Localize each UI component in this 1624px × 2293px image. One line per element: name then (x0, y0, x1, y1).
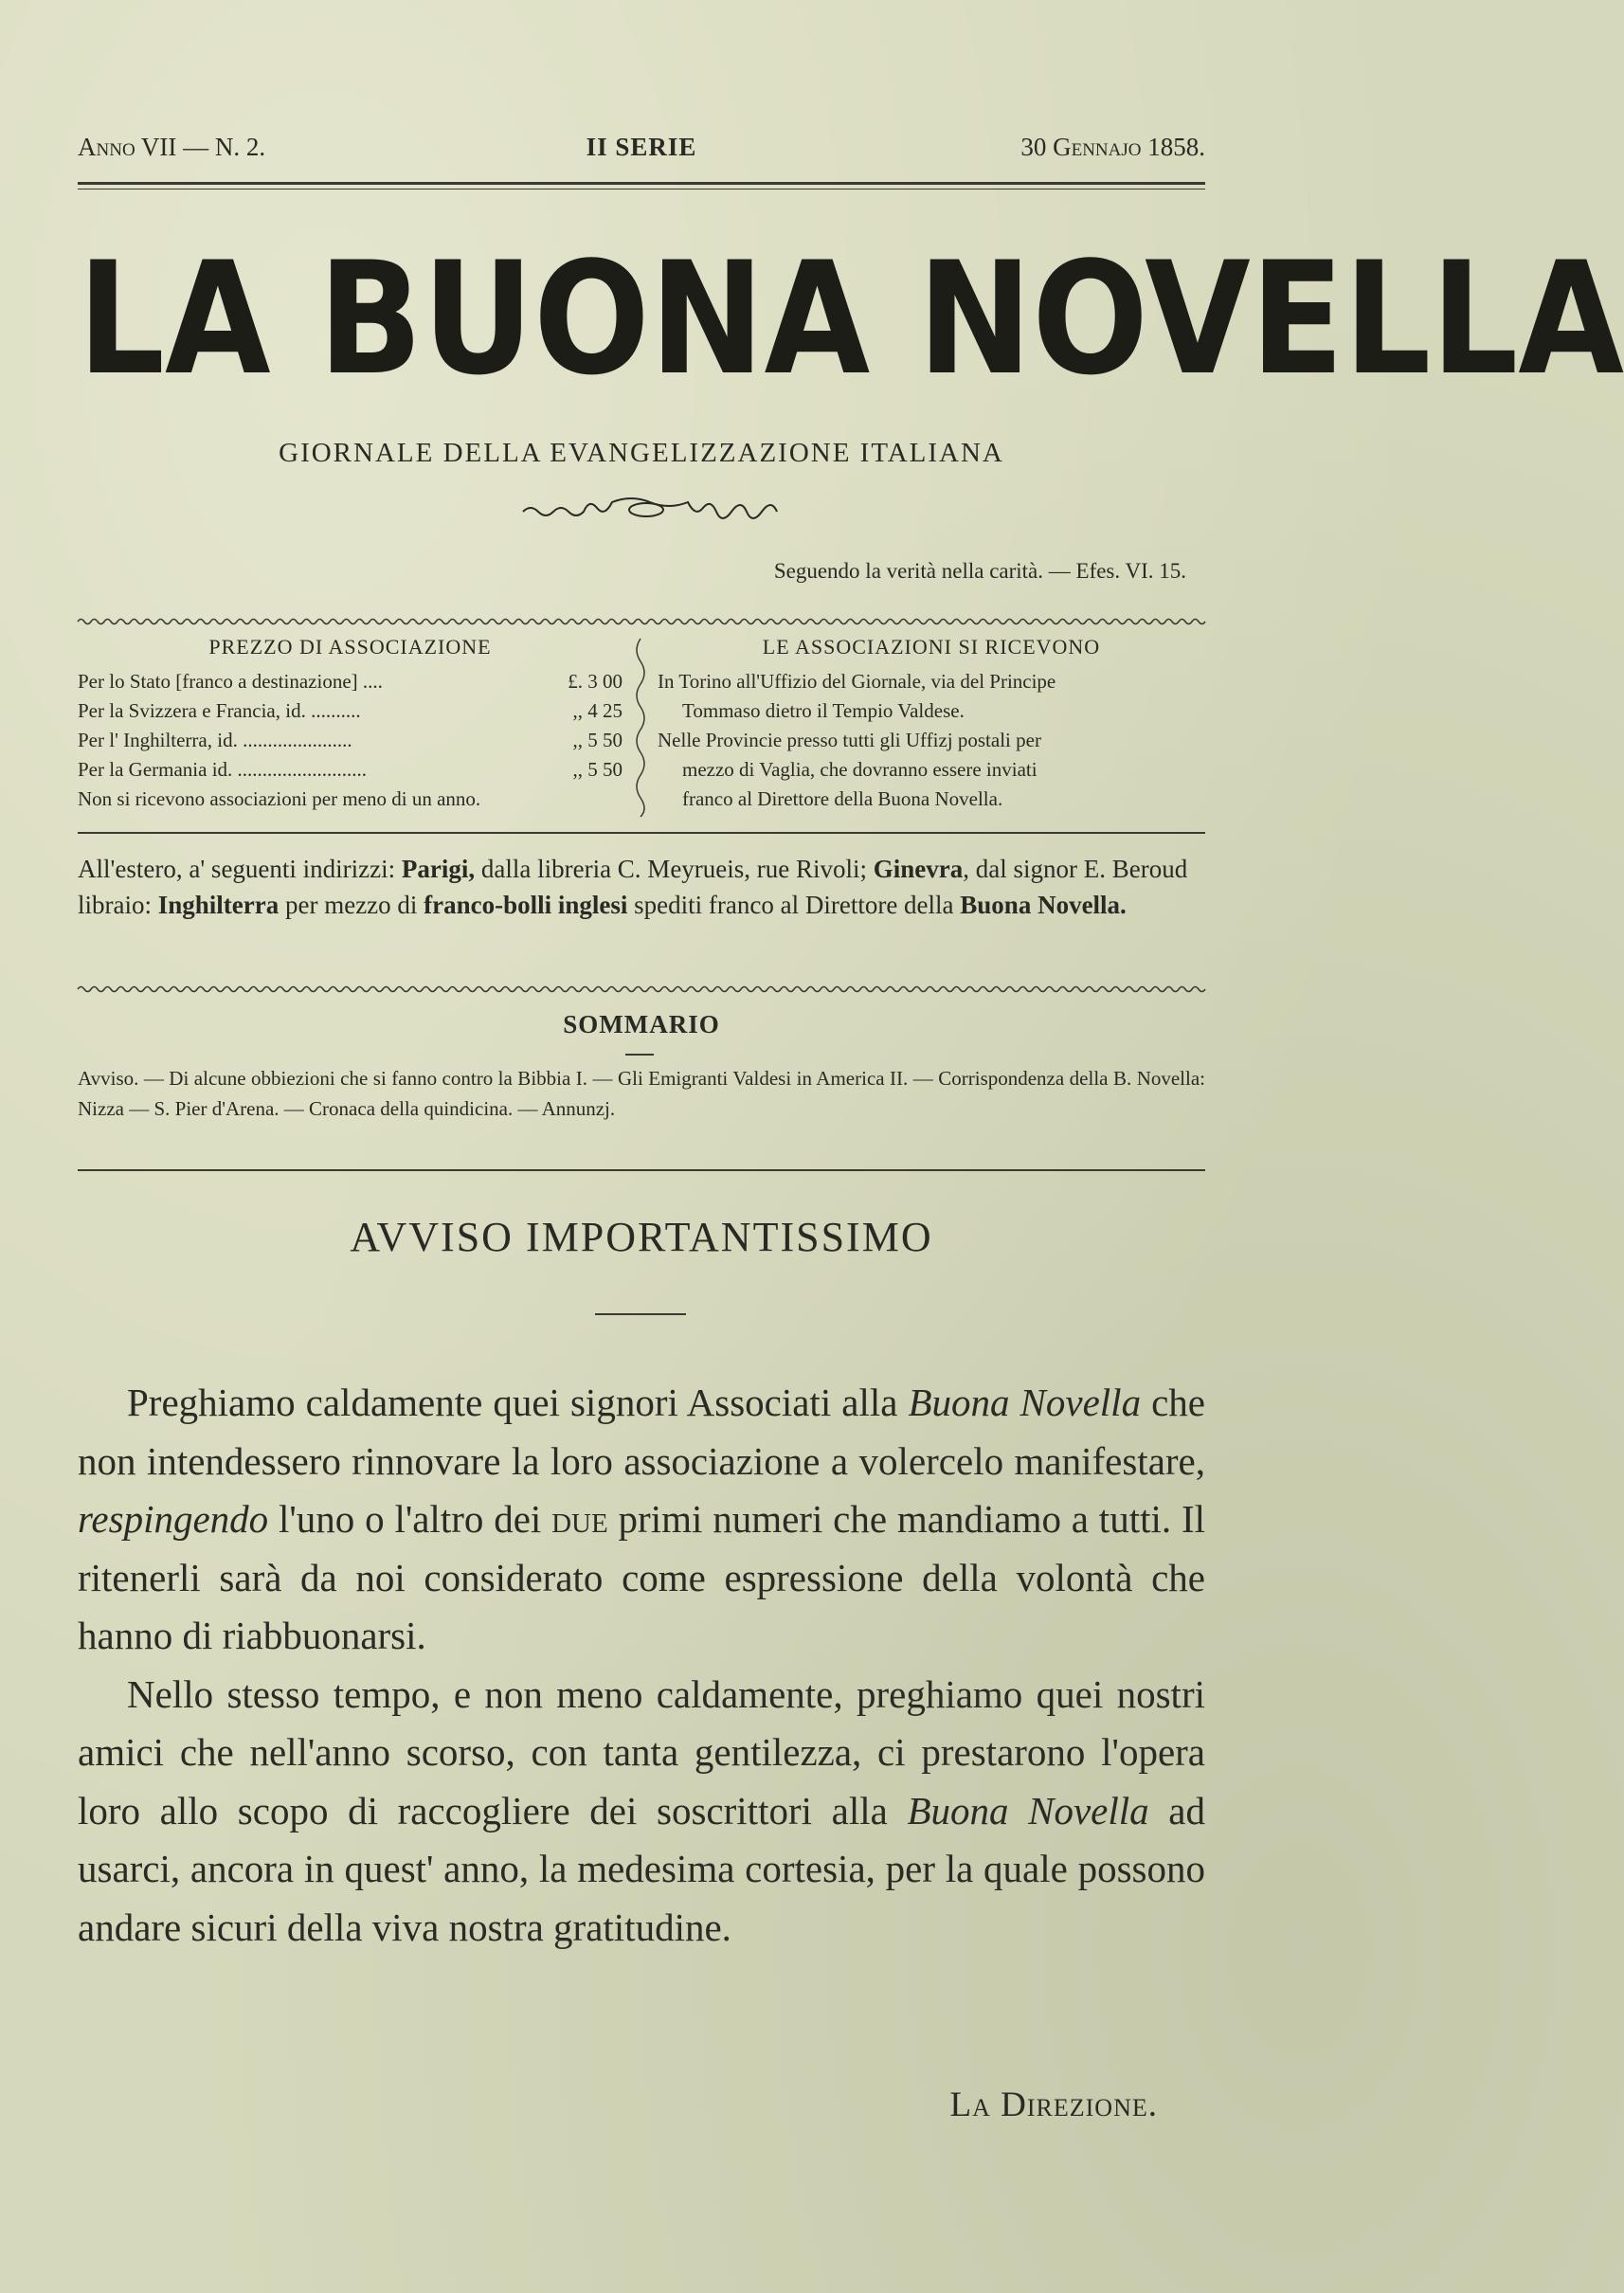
price-row: Per lo Stato [franco a destinazione] .... £. 3 00 (78, 670, 623, 693)
receive-column (658, 635, 1205, 814)
subscription-rule (78, 832, 1205, 834)
price-row: Per l' Inghilterra, id. ...................... ,, 5 50 (78, 729, 623, 751)
receive-line: franco al Direttore della Buona Novella. (682, 787, 1003, 810)
flourish-ornament-icon (523, 493, 769, 527)
motto: Seguendo la verità nella carità. — Efes. VI. 15. (773, 559, 1186, 583)
price-note: Non si ricevono associazioni per meno di un anno. (78, 787, 481, 810)
notice-underline (595, 1313, 686, 1315)
masthead-title: LA BUONA NOVELLA (78, 228, 1624, 409)
price-heading: PREZZO DI ASSOCIAZIONE (208, 635, 492, 659)
notice-body (78, 1374, 1205, 1957)
sommario-underline (625, 1054, 654, 1056)
wavy-divider-icon (78, 984, 1205, 995)
signature: La Direzione. (949, 2085, 1158, 2124)
sommario-title: SOMMARIO (563, 1010, 720, 1038)
price-row: Per la Germania id. .......................... ,, 5 50 (78, 758, 623, 781)
issue-line (78, 133, 1205, 171)
section-rule (78, 1169, 1205, 1171)
series-label: II SERIE (586, 133, 697, 161)
issue-number: Anno VII — N. 2. (78, 133, 266, 161)
issue-date: 30 Gennajo 1858. (1020, 133, 1205, 161)
price-column (78, 635, 623, 814)
receive-line: mezzo di Vaglia, che dovranno essere inviati (682, 758, 1038, 781)
brace-divider-icon (629, 635, 652, 821)
receive-heading: LE ASSOCIAZIONI SI RICEVONO (762, 635, 1101, 659)
receive-line: In Torino all'Uffizio del Giornale, via del Principe (658, 670, 1056, 693)
header-rule (78, 182, 1205, 185)
price-row: Per la Svizzera e Francia, id. .......... ,, 4 25 (78, 699, 623, 722)
abroad-addresses: All'estero, a' seguenti indirizzi: Parigi, dalla libreria C. Meyrueis, rue Rivoli; Ginevra, dal signor E. Beroud libraio: Inghilterra per mezzo di franco-bolli inglesi spediti franco al Direttore della Buona Novella. (78, 855, 1188, 919)
newspaper-page (78, 0, 1624, 2293)
receive-line: Nelle Provincie presso tutti gli Uffizj postali per (658, 729, 1041, 751)
notice-title: AVVISO IMPORTANTISSIMO (350, 1214, 933, 1260)
header-rule-thin (78, 189, 1205, 190)
receive-line: Tommaso dietro il Tempio Valdese. (682, 699, 965, 722)
subtitle: GIORNALE DELLA EVANGELIZZAZIONE ITALIANA (279, 438, 1004, 468)
wavy-divider-icon (78, 616, 1205, 627)
subscription-box (78, 635, 1205, 824)
notice-paragraph-2: Nello stesso tempo, e non meno caldamente, preghiamo quei nostri amici che nell'anno scorso, con tanta gentilezza, ci prestarono l'opera loro allo scopo di raccogliere dei soscrittori alla Buona Novella ad usarci, ancora in quest' anno, la medesima cortesia, per la quale possono andare sicuri della viva nostra gratitudine. (78, 1671, 1205, 1949)
notice-paragraph-1: Preghiamo caldamente quei signori Associati alla Buona Novella che non intendessero rinnovare la loro associazione a volercelo manifestare, respingendo l'uno o l'altro dei due primi numeri che mandiamo a tutti. Il ritenerli sarà da noi considerato come espressione della volontà che hanno di riabbuonarsi. (78, 1381, 1206, 1657)
sommario-text: Avviso. — Di alcune obbiezioni che si fanno contro la Bibbia I. — Gli Emigranti Valdesi in America II. — Corrispondenza della B. Novella: Nizza — S. Pier d'Arena. — Cronaca della quindicina. — Annunzj. (78, 1067, 1205, 1120)
